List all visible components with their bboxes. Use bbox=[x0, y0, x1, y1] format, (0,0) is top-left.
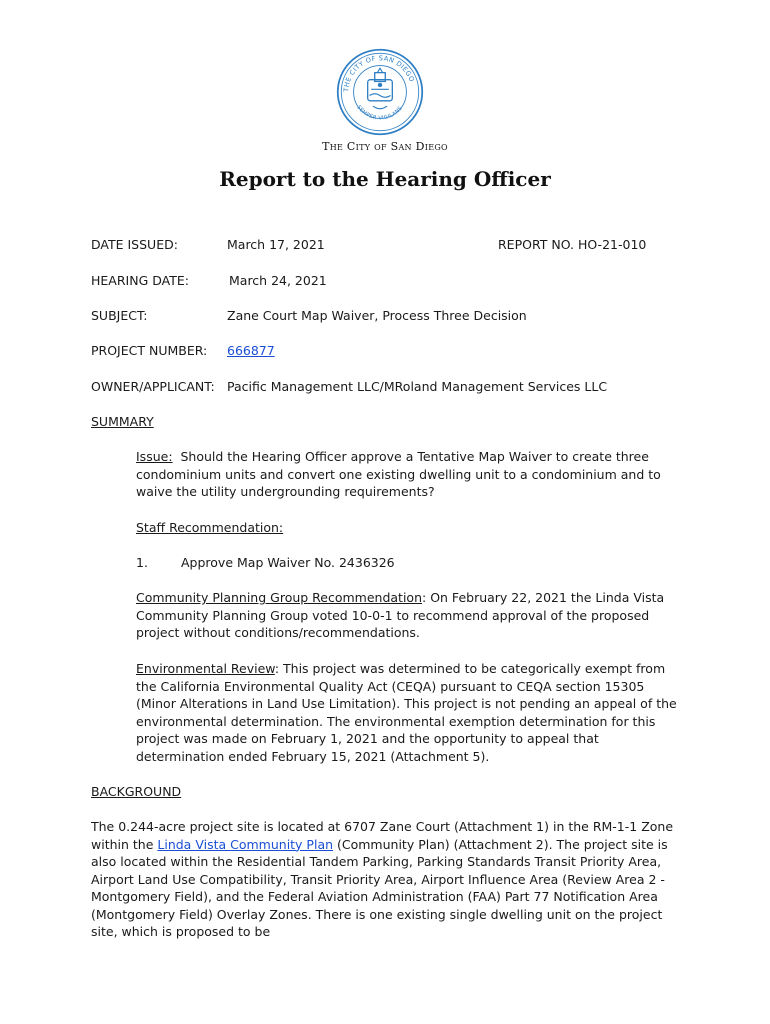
cpg-label: Community Planning Group Recommendation bbox=[136, 590, 423, 605]
report-title: Report to the Hearing Officer bbox=[219, 167, 551, 191]
community-plan-link[interactable]: Linda Vista Community Plan bbox=[157, 836, 334, 852]
svg-text:SEMPER VIGILANS: SEMPER VIGILANS bbox=[355, 104, 404, 122]
subject-value: Zane Court Map Waiver, Process Three Decision bbox=[227, 308, 527, 323]
date-issued-value: March 17, 2021 bbox=[227, 237, 325, 252]
environmental-paragraph bbox=[136, 660, 684, 765]
hearing-date-label: HEARING DATE: bbox=[91, 273, 189, 288]
environmental-text: : This project was determined to be categorically exempt from the California Environmental Quality Act (CEQA) pursuant to CEQA section 15305 (Minor Alterations in Land Use Limitation). This project is not pending an appeal of the environmental determination. The environmental exemption determination for this project was made on February 1, 2021 and the opportunity to appeal that determination ended February 15, 2021 (Attachment 5). bbox=[136, 661, 677, 764]
cpg-paragraph bbox=[136, 589, 684, 642]
cpg-text: : On February 22, 2021 the Linda Vista Community Planning Group voted 10-0-1 to recommend approval of the proposed project without conditions/recommendations. bbox=[136, 590, 665, 640]
issue-paragraph bbox=[136, 448, 684, 501]
staff-recommendation-label: Staff Recommendation: bbox=[136, 520, 284, 535]
background-text-1: The 0.244-acre project site is located at 6707 Zane Court (Attachment 1) in the RM-1-1 Zone within the bbox=[91, 819, 674, 852]
recommendation-item-number: 1. bbox=[136, 555, 148, 570]
issue-label: Issue: bbox=[136, 449, 173, 464]
city-seal-logo bbox=[336, 48, 424, 136]
subject-label: SUBJECT: bbox=[91, 308, 148, 323]
report-number: REPORT NO. HO-21-010 bbox=[498, 237, 647, 252]
recommendation-item-text: Approve Map Waiver No. 2436326 bbox=[181, 555, 395, 570]
background-heading: BACKGROUND bbox=[91, 784, 182, 799]
project-number-link[interactable] bbox=[227, 343, 275, 359]
project-number-anchor[interactable]: 666877 bbox=[227, 343, 275, 358]
owner-applicant-label: OWNER/APPLICANT: bbox=[91, 379, 215, 394]
summary-heading: SUMMARY bbox=[91, 414, 154, 429]
background-text-2: (Community Plan) (Attachment 2). The project site is also located within the Residential Tandem Parking, Parking Standards Transit Priority Area, Airport Land Use Compatibility, Transit Priority Area, Airport Influence Area (Review Area 2 - Montgomery Field), and the Federal Aviation Administration (FAA) Part 77 Notification Area (Montgomery Field) Overlay Zones. There is one existing single dwelling unit on the project site, which is proposed to be bbox=[91, 836, 668, 939]
svg-text:THE CITY OF SAN DIEGO: THE CITY OF SAN DIEGO bbox=[342, 54, 416, 93]
environmental-label: Environmental Review bbox=[136, 661, 275, 676]
project-number-label: PROJECT NUMBER: bbox=[91, 343, 208, 358]
issue-text: Should the Hearing Officer approve a Tentative Map Waiver to create three condominium units and convert one existing dwelling unit to a condominium and to waive the utility undergrounding requirements? bbox=[136, 449, 661, 499]
background-paragraph bbox=[91, 818, 681, 941]
hearing-date-value: March 24, 2021 bbox=[229, 273, 327, 288]
city-name: The City of San Diego bbox=[322, 140, 448, 153]
date-issued-label: DATE ISSUED: bbox=[91, 237, 178, 252]
owner-applicant-value: Pacific Management LLC/MRoland Management Services LLC bbox=[227, 379, 608, 394]
